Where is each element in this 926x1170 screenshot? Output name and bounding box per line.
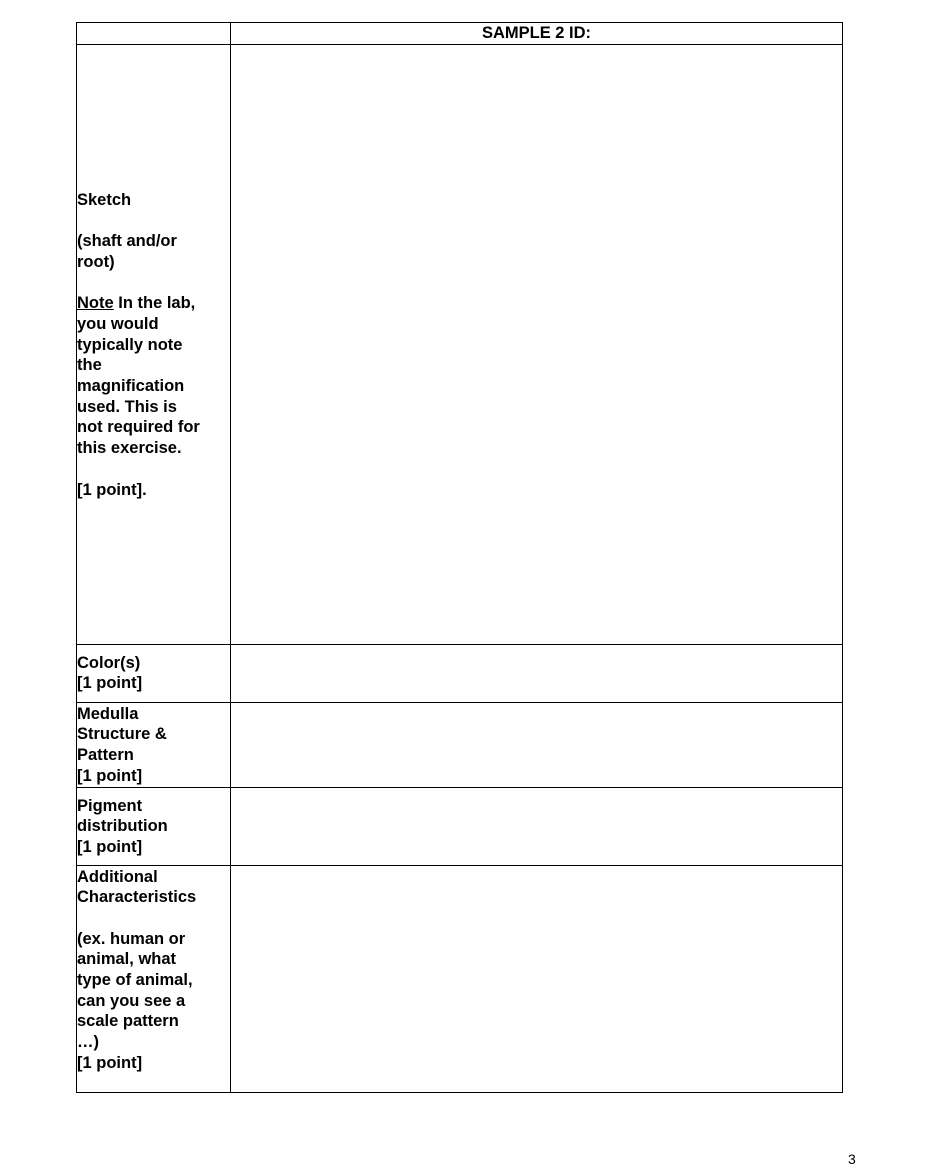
additional-answer-cell[interactable]	[231, 865, 843, 1092]
sketch-label-cell	[77, 44, 231, 644]
additional-label-1: Additional	[77, 867, 158, 886]
sketch-note-line-8: this exercise.	[77, 439, 182, 458]
color-label-cell	[77, 644, 231, 702]
sketch-subtitle-1: (shaft and/or	[77, 232, 177, 251]
note-label: Note	[77, 294, 114, 313]
medulla-label-cell	[77, 702, 231, 787]
pigment-label-1: Pigment	[77, 796, 143, 815]
additional-hint-1: (ex. human or	[77, 929, 186, 948]
sample-id-header: SAMPLE 2 ID:	[231, 23, 843, 45]
header-left-cell	[77, 23, 231, 45]
pigment-points: [1 point]	[77, 837, 143, 856]
additional-hint-4: can you see a	[77, 991, 186, 1010]
hair-analysis-table	[76, 22, 843, 1093]
medulla-label-3: Pattern	[77, 746, 134, 765]
additional-hint-6: …)	[77, 1033, 99, 1052]
sketch-subtitle-2: root)	[77, 252, 115, 271]
additional-hint-2: animal, what	[77, 950, 177, 969]
color-points: [1 point]	[77, 674, 143, 693]
pigment-label-2: distribution	[77, 817, 168, 836]
color-label: Color(s)	[77, 653, 141, 672]
page-number: 3	[848, 1151, 856, 1167]
medulla-label-2: Structure &	[77, 725, 167, 744]
pigment-label-cell	[77, 787, 231, 865]
additional-points: [1 point]	[77, 1053, 143, 1072]
additional-label-cell	[77, 865, 231, 1092]
pigment-row	[77, 787, 843, 865]
additional-row	[77, 865, 843, 1092]
pigment-answer-cell[interactable]	[231, 787, 843, 865]
additional-label-2: Characteristics	[77, 888, 197, 907]
sketch-note-line-1: Note In the lab,	[77, 294, 196, 313]
medulla-points: [1 point]	[77, 766, 143, 785]
sketch-title: Sketch	[77, 190, 132, 209]
additional-hint-5: scale pattern	[77, 1012, 179, 1031]
header-row	[77, 23, 843, 45]
sketch-note-line-3: typically note	[77, 335, 183, 354]
medulla-row	[77, 702, 843, 787]
sketch-note-line-6: used. This is	[77, 397, 177, 416]
additional-hint-3: type of animal,	[77, 971, 193, 990]
sketch-note-line-4: the	[77, 356, 102, 375]
color-row	[77, 644, 843, 702]
sketch-note-line-7: not required for	[77, 418, 200, 437]
sketch-row	[77, 44, 843, 644]
color-answer-cell[interactable]	[231, 644, 843, 702]
sketch-points: [1 point].	[77, 480, 147, 499]
sketch-note-line-2: you would	[77, 314, 159, 333]
sketch-note-line-5: magnification	[77, 377, 185, 395]
sketch-answer-cell[interactable]	[231, 44, 843, 644]
medulla-answer-cell[interactable]	[231, 702, 843, 787]
medulla-label-1: Medulla	[77, 704, 139, 723]
